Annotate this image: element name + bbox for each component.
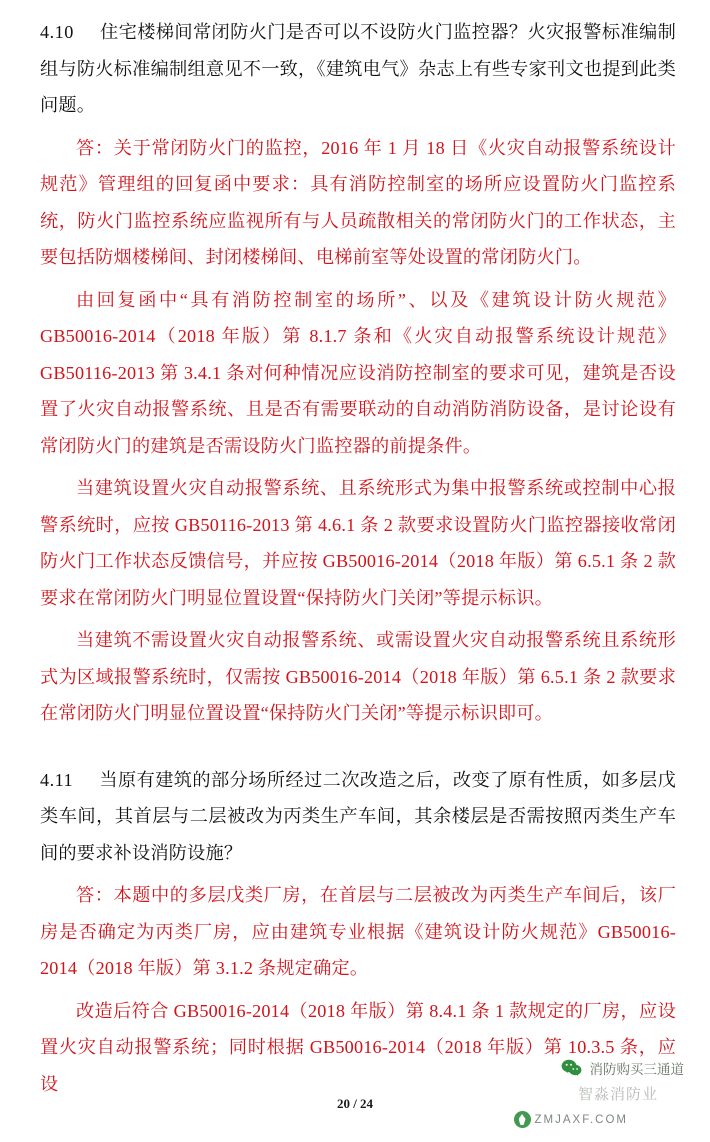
shield-icon	[514, 1111, 531, 1128]
watermark	[482, 1050, 692, 1128]
paragraph-answer-4-10-1: 答：关于常闭防火门的监控，2016 年 1 月 18 日《火灾自动报警系统设计规范》管理组的回复函中要求：具有消防控制室的场所应设置防火门监控系统，防火门监控系统应监视所有与人员疏散相关的常闭防火门的工作状态，主要包括防烟楼梯间、封闭楼梯间、电梯前室等处设置的常闭防火门。	[40, 137, 676, 267]
watermark-logo-text: ZMJAXF.COM	[534, 1113, 628, 1126]
watermark-account-name: 消防购买三通道	[589, 1062, 684, 1077]
section-spacer	[40, 732, 676, 762]
question-number: 4.10	[40, 22, 74, 42]
paragraph-answer-4-11-2: 改造后符合 GB50016-2014（2018 年版）第 8.4.1 条 1 款规定的厂房，应设置火灾自动报警系统；同时根据 GB50016-2014（2018 年版）第 10.3.5 条，应设	[40, 1000, 676, 1094]
watermark-brand: 智淼消防业	[577, 1086, 658, 1103]
paragraph-answer-4-10-2: 由回复函中“具有消防控制室的场所”、以及《建筑设计防火规范》GB50016-2014（2018 年版）第 8.1.7 条和《火灾自动报警系统设计规范》GB50116-2013 第 3.4.1 条对何种情况应设消防控制室的要求可见，建筑是否设置了火灾自动报警系统、且是否有需要联动的自动消防消防设备，是讨论设有常闭防火门的建筑是否需设防火门监控器的前提条件。	[40, 289, 676, 456]
question-number: 4.11	[40, 769, 74, 790]
paragraph-question-4-10	[40, 14, 676, 124]
question-text: 当原有建筑的部分场所经过二次改造之后，改变了原有性质，如多层戊类车间，其首层与二层被改为丙类生产车间，其余楼层是否需按照丙类生产车间的要求补设消防设施？	[40, 769, 676, 863]
wechat-icon	[561, 1059, 582, 1077]
watermark-logo	[514, 1111, 628, 1128]
paragraph-answer-4-10-3: 当建筑设置火灾自动报警系统、且系统形式为集中报警系统或控制中心报警系统时，应按 GB50116-2013 第 4.6.1 条 2 款要求设置防火门监控器接收常闭防火门工作状态反馈信号，并应按 GB50016-2014（2018 年版）第 6.5.1 条 2 款要求在常闭防火门明显位置设置“保持防火门关闭”等提示标识。	[40, 478, 676, 608]
watermark-account	[561, 1058, 685, 1078]
paragraph-answer-4-10-4: 当建筑不需设置火灾自动报警系统、或需设置火灾自动报警系统且系统形式为区域报警系统时，仅需按 GB50016-2014（2018 年版）第 6.5.1 条 2 款要求在常闭防火门明显位置设置“保持防火门关闭”等提示标识即可。	[40, 630, 676, 723]
question-text: 住宅楼梯间常闭防火门是否可以不设防火门监控器？火灾报警标准编制组与防火标准编制组意见不一致，《建筑电气》杂志上有些专家刊文也提到此类问题。	[40, 22, 676, 115]
paragraph-answer-4-11-1: 答：本题中的多层戊类厂房，在首层与二层被改为丙类生产车间后，该厂房是否确定为丙类厂房，应由建筑专业根据《建筑设计防火规范》GB50016-2014（2018 年版）第 3.1.2 条规定确定。	[40, 885, 676, 978]
page-number: 20 / 24	[336, 1096, 374, 1111]
paragraph-question-4-11	[40, 762, 676, 872]
